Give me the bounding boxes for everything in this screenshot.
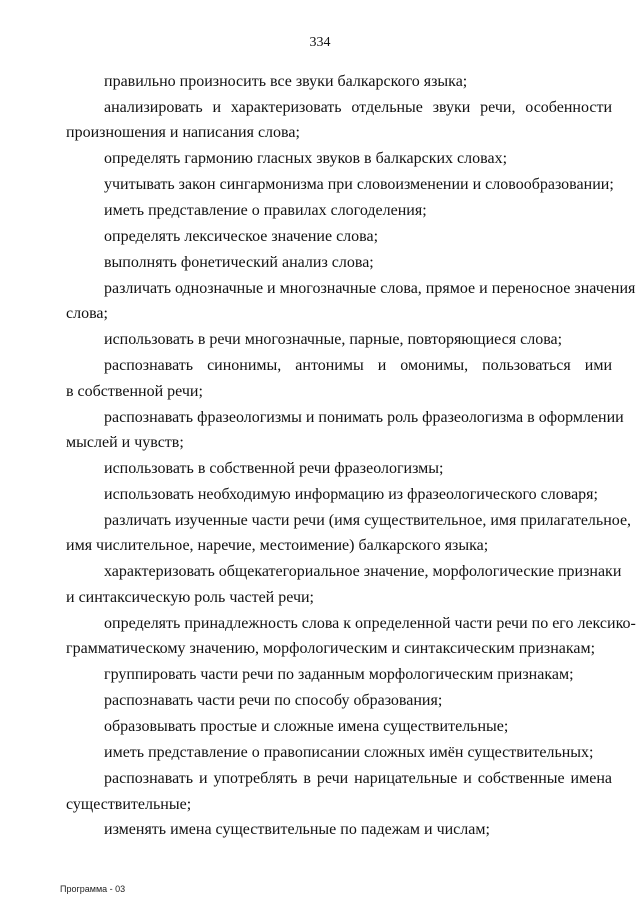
page-number: 334 <box>309 35 331 50</box>
text-line: определять лексическое значение слова; <box>104 228 379 245</box>
text-line: изменять имена существительные по падежам и числам; <box>104 821 490 838</box>
text-line: анализировать и характеризовать отдельные звуки речи, особенности <box>104 99 612 116</box>
text-line: группировать части речи по заданным морфологическим признакам; <box>104 666 574 683</box>
text-line: различать изученные части речи (имя существительное, имя прилагательное, <box>104 512 632 529</box>
text-line: правильно произносить все звуки балкарского языка; <box>104 73 468 90</box>
text-line: использовать в собственной речи фразеологизмы; <box>104 460 444 477</box>
text-line: существительные; <box>66 796 192 813</box>
text-line: распознавать фразеологизмы и понимать роль фразеологизма в оформлении <box>104 409 624 426</box>
text-line: и синтаксическую роль частей речи; <box>66 589 314 606</box>
footer-label: Программа - 03 <box>60 884 126 894</box>
text-line: слова; <box>66 305 108 322</box>
text-line: произношения и написания слова; <box>66 124 300 141</box>
text-line: иметь представление о правилах слогоделения; <box>104 202 427 219</box>
text-line: определять гармонию гласных звуков в балкарских словах; <box>104 150 508 167</box>
text-line: образовывать простые и сложные имена существительные; <box>104 718 509 735</box>
text-line: учитывать закон сингармонизма при словоизменении и словообразовании; <box>104 176 614 193</box>
text-line: распознавать части речи по способу образования; <box>104 692 443 709</box>
text-line: использовать в речи многозначные, парные, повторяющиеся слова; <box>104 331 563 348</box>
text-line: имя числительное, наречие, местоимение) балкарского языка; <box>66 537 489 554</box>
text-line: мыслей и чувств; <box>66 434 184 451</box>
text-line: определять принадлежность слова к определенной части речи по его лексико- <box>104 615 636 632</box>
text-line: характеризовать общекатегориальное значение, морфологические признаки <box>104 563 622 580</box>
text-line: распознавать и употреблять в речи нарицательные и собственные имена <box>104 770 612 787</box>
text-line: грамматическому значению, морфологическим и синтаксическим признакам; <box>66 640 596 657</box>
text-line: использовать необходимую информацию из фразеологического словаря; <box>104 486 598 503</box>
text-line: различать однозначные и многозначные слова, прямое и переносное значения <box>104 280 636 297</box>
text-line: распознавать синонимы, антонимы и омонимы, пользоваться ими <box>104 357 612 374</box>
text-line: в собственной речи; <box>66 383 203 400</box>
text-line: иметь представление о правописании сложных имён существительных; <box>104 744 594 761</box>
text-line: выполнять фонетический анализ слова; <box>104 254 374 271</box>
